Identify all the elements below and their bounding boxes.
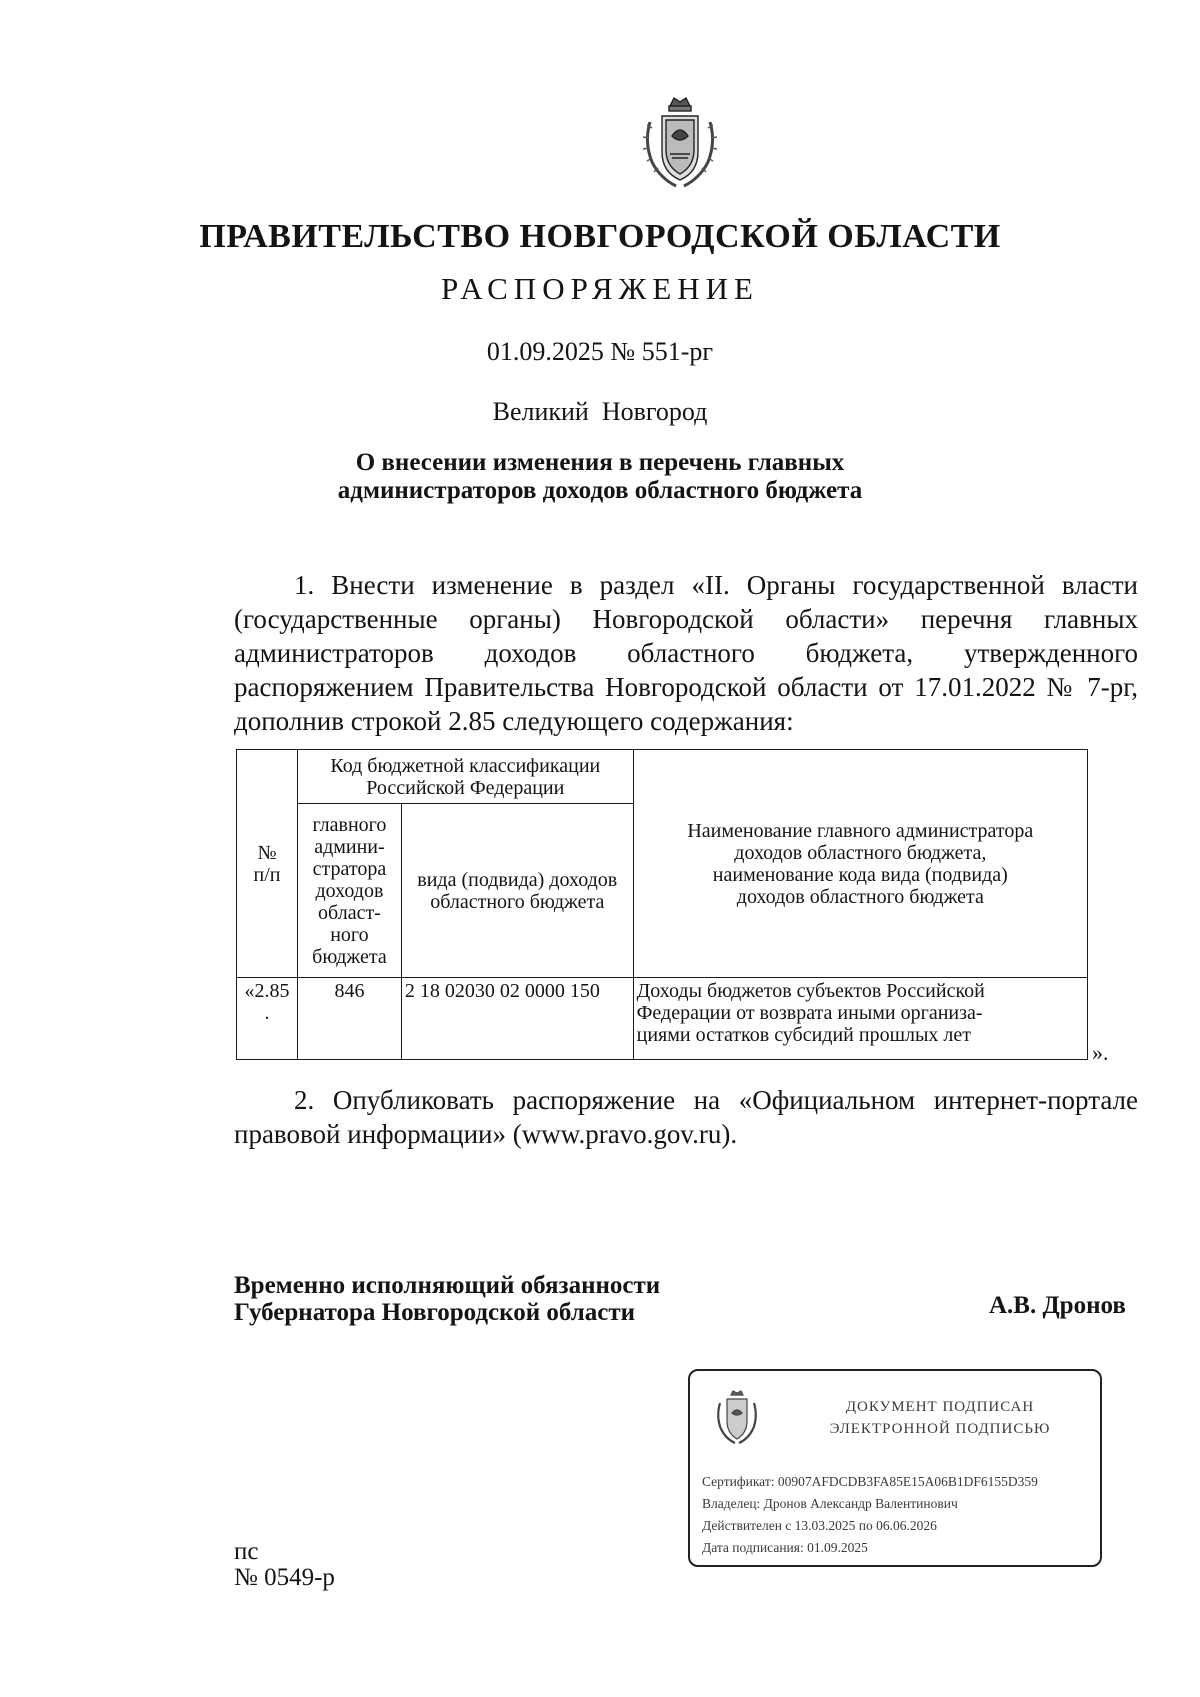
row-kind-code: 2 18 02030 02 0000 150 <box>401 978 633 1060</box>
electronic-signature-stamp <box>688 1369 1102 1567</box>
stamp-coat-of-arms-icon <box>714 1389 760 1445</box>
reference-prefix: пс <box>234 1538 259 1565</box>
stamp-header-line: ДОКУМЕНТ ПОДПИСАН <box>845 1399 1035 1415</box>
header-name: Наименование главного администратора доходов областного бюджета, наименование кода вида (подвида) доходов областного бюджета <box>633 750 1087 978</box>
amendment-table <box>236 749 1088 1060</box>
paragraph-2-number: 2. <box>294 1085 315 1115</box>
document-place: Великий Новгород <box>492 397 708 426</box>
table-header-row <box>237 750 1088 804</box>
row-admin-code: 846 <box>297 978 401 1060</box>
row-name: Доходы бюджетов субъектов Российской Федерации от возврата иными организа- циями остатков субсидий прошлых лет <box>633 978 1087 1060</box>
row-num: «2.85 . <box>237 978 298 1060</box>
header-kind: вида (подвида) доходов областного бюджета <box>401 804 633 978</box>
signatory-title <box>234 1272 660 1326</box>
document-subject <box>0 449 1200 505</box>
header-num: № п/п <box>237 750 298 978</box>
stamp-header-line: ЭЛЕКТРОННОЙ ПОДПИСЬЮ <box>829 1421 1051 1437</box>
organization-title: ПРАВИТЕЛЬСТВО НОВГОРОДСКОЙ ОБЛАСТИ <box>199 218 1001 255</box>
header-admin: главного админи- стратора доходов област- ного бюджета <box>297 804 401 978</box>
paragraph-1-number: 1. <box>294 570 315 600</box>
subject-line: администраторов доходов областного бюджета <box>337 477 863 504</box>
reference-number: № 0549-р <box>234 1564 335 1591</box>
header-budget-code-group: Код бюджетной классификации Российской Федерации <box>297 750 633 804</box>
stamp-header <box>800 1396 1080 1440</box>
signatory-title-line: Временно исполняющий обязанности <box>234 1272 661 1299</box>
document-number: 01.09.2025 № 551-рг <box>486 337 714 366</box>
paragraph-2-text: Опубликовать распоряжение на «Официальном интернет-портале правовой информации» (www.pravo.gov.ru). <box>234 1085 1138 1149</box>
stamp-details <box>702 1471 1098 1559</box>
signatory-title-line: Губернатора Новгородской области <box>234 1299 636 1326</box>
document-type: РАСПОРЯЖЕНИЕ <box>441 271 759 306</box>
table-row <box>237 978 1088 1060</box>
paragraph-1-text: Внести изменение в раздел «II. Органы государственной власти (государственные органы) Новгородской области» перечня главных администраторов доходов областного бюджета, утвержденного распоряжением Правительства Новгородской области от 17.01.2022 № 7-рг, дополнив строкой 2.85 следующего содержания: <box>234 570 1139 736</box>
signatory-name: А.В. Дронов <box>989 1292 1126 1319</box>
stamp-sign-date: Дата подписания: 01.09.2025 <box>702 1540 868 1555</box>
subject-line: О внесении изменения в перечень главных <box>355 449 845 476</box>
stamp-certificate: Сертификат: 00907AFDCDB3FA85E15A06B1DF6155D359 <box>702 1474 1038 1489</box>
table-close-quote: ». <box>1092 1040 1109 1065</box>
paragraph-1 <box>234 568 1138 738</box>
reference-code <box>234 1539 335 1591</box>
stamp-validity: Действителен с 13.03.2025 по 06.06.2026 <box>702 1518 937 1533</box>
stamp-owner: Владелец: Дронов Александр Валентинович <box>702 1496 958 1511</box>
paragraph-2 <box>234 1083 1138 1151</box>
coat-of-arms-icon <box>640 92 720 192</box>
